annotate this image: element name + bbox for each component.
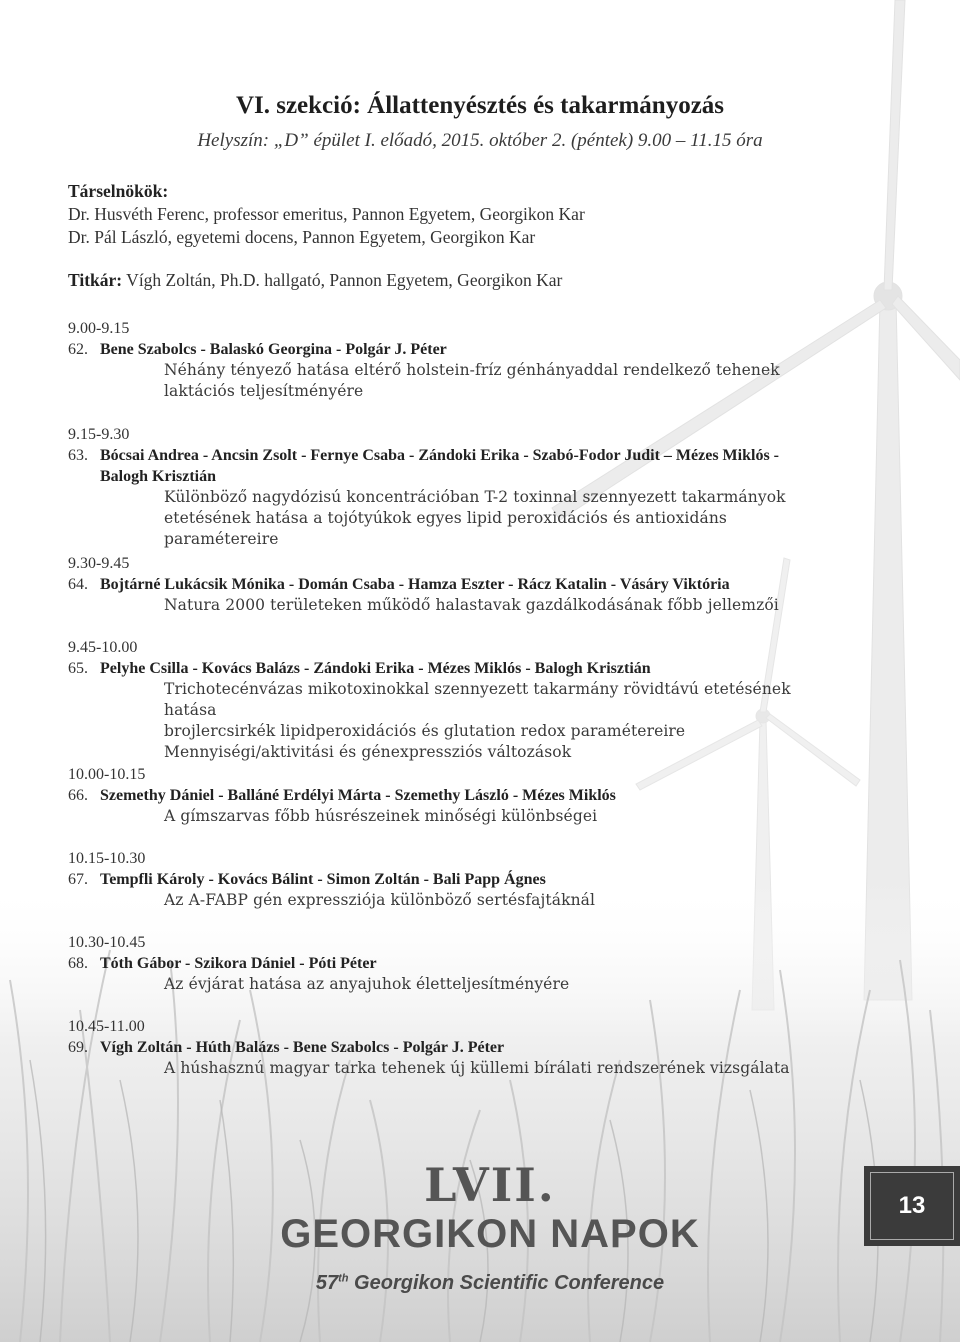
slot-time: 10.45-11.00: [68, 1018, 145, 1035]
program-slot: [68, 637, 828, 763]
slot-number: 67.: [68, 871, 88, 888]
slot-number: 66.: [68, 787, 88, 804]
slot-paper-title: Natura 2000 területeken működő halastavak gazdálkodásának főbb jellemzői: [164, 596, 779, 614]
secretary-label: Titkár:: [68, 270, 123, 290]
slot-time: 9.00-9.15: [68, 320, 130, 337]
slot-authors: 68. Tóth Gábor - Szikora Dániel - Póti Péter: [68, 955, 377, 972]
conference-name: 57th Georgikon Scientific Conference: [315, 1272, 665, 1294]
slot-number: 65.: [68, 660, 88, 677]
logo-edition: LVII.: [424, 1158, 556, 1212]
section-location: Helyszín: „D” épület I. előadó, 2015. október 2. (péntek) 9.00 – 11.15 óra: [197, 130, 763, 151]
slot-time: 9.30-9.45: [68, 555, 130, 572]
slot-paper-title: Az A-FABP gén expressziója különböző sertésfajtáknál: [164, 891, 596, 909]
slot-time: 9.15-9.30: [68, 426, 130, 443]
slot-time: 10.00-10.15: [68, 766, 146, 783]
co-chairs-label: Társelnökök:: [68, 181, 169, 201]
slot-authors: 63. Bócsai Andrea - Ancsin Zsolt - Fernye Csaba - Zándoki Erika - Szabó-Fodor Judit – Mézes Miklós - Balogh Krisztián: [68, 447, 779, 485]
program-slot: [68, 1016, 828, 1079]
slot-authors: 67. Tempfli Károly - Kovács Bálint - Simon Zoltán - Bali Papp Ágnes: [68, 871, 546, 888]
program-slot: [68, 424, 828, 550]
slot-authors: 64. Bojtárné Lukácsik Mónika - Domán Csaba - Hamza Eszter - Rácz Katalin - Vásáry Viktória: [68, 576, 730, 593]
co-chair-1: Dr. Husvéth Ferenc, professor emeritus, Pannon Egyetem, Georgikon Kar: [68, 204, 585, 224]
slot-authors: 65. Pelyhe Csilla - Kovács Balázs - Zándoki Erika - Mézes Miklós - Balogh Krisztián: [68, 660, 651, 677]
slot-number: 68.: [68, 955, 88, 972]
logo-name: GEORGIKON NAPOK: [280, 1212, 700, 1256]
slot-authors: 69. Vígh Zoltán - Húth Balázs - Bene Szabolcs - Polgár J. Péter: [68, 1039, 505, 1056]
co-chairs: [68, 180, 585, 249]
co-chair-2: Dr. Pál László, egyetemi docens, Pannon Egyetem, Georgikon Kar: [68, 227, 536, 247]
slot-paper-title: A húshasznú magyar tarka tehenek új küllemi bírálati rendszerének vizsgálata: [164, 1059, 790, 1077]
program-slot: [68, 318, 828, 402]
secretary: [68, 270, 562, 291]
section-title: VI. szekció: Állattenyésztés és takarmányozás: [235, 92, 725, 119]
program-slot: [68, 764, 828, 827]
slot-number: 64.: [68, 576, 88, 593]
program-slot: [68, 848, 828, 911]
slot-paper-title: Az évjárat hatása az anyajuhok életteljesítményére: [164, 975, 570, 993]
page-number-badge: [864, 1166, 960, 1246]
slot-number: 69.: [68, 1039, 88, 1056]
georgikon-napok-logo: [260, 1160, 720, 1295]
program-slot: [68, 932, 828, 995]
slot-paper-title: A gímszarvas főbb húsrészeinek minőségi különbségei: [164, 807, 598, 825]
slot-paper-title: Különböző nagydózisú koncentrációban T-2 toxinnal szennyezett takarmányok etetésének hatása a tojótyúkok egyes lipid peroxidációs és antioxidáns paramétereire: [164, 488, 786, 548]
page-number: 13: [898, 1192, 926, 1219]
slot-paper-title: Néhány tényező hatása eltérő holstein-fríz génhányaddal rendelkező tehenek laktációs teljesítményére: [164, 361, 780, 400]
slot-paper-title: Trichotecénvázas mikotoxinokkal szennyezett takarmány rövidtávú etetésének hatása brojlercsirkék lipidperoxidációs és glutation redox paramétereire Mennyiségi/aktivitási és génexpressziós változások: [164, 680, 791, 761]
program-slot: [68, 553, 828, 616]
slot-authors: 66. Szemethy Dániel - Balláné Erdélyi Márta - Szemethy László - Mézes Miklós: [68, 787, 616, 804]
secretary-value: Vígh Zoltán, Ph.D. hallgató, Pannon Egyetem, Georgikon Kar: [122, 270, 563, 290]
slot-time: 10.15-10.30: [68, 850, 146, 867]
slot-number: 62.: [68, 341, 88, 358]
slot-authors: 62. Bene Szabolcs - Balaskó Georgina - Polgár J. Péter: [68, 341, 447, 358]
slot-time: 9.45-10.00: [68, 639, 138, 656]
slot-time: 10.30-10.45: [68, 934, 146, 951]
slot-number: 63.: [68, 447, 88, 464]
